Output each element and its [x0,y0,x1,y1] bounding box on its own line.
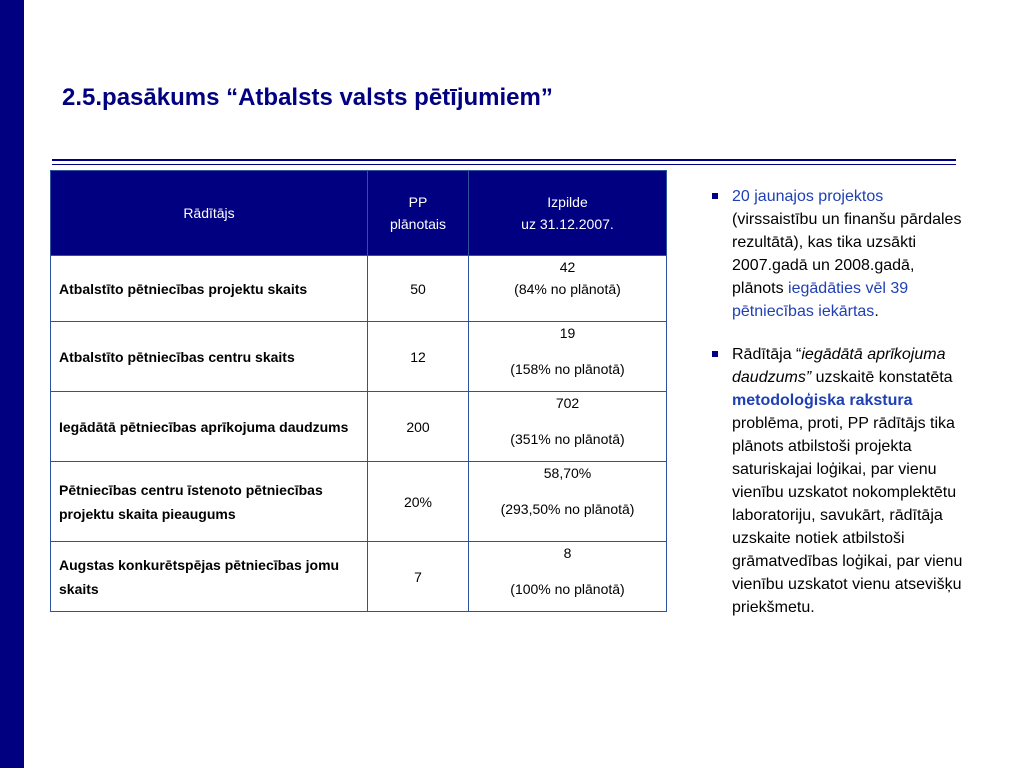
header-done-line1: Izpilde [547,194,588,210]
header-planned-line2: plānotais [389,216,447,232]
row-planned: 12 [368,322,469,392]
header-planned-line1: PP [408,194,428,210]
row-planned: 200 [368,392,469,462]
note-highlight: 20 jaunajos projektos [732,188,884,205]
header-done-line2: uz 31.12.2007. [521,216,614,232]
table-row [51,392,667,462]
row-done [469,462,667,542]
note-methodology [710,343,970,619]
row-label: Augstas konkurētspējas pētniecības jomu skaits [51,542,368,612]
row-done [469,256,667,322]
note-projects [710,185,970,323]
row-label: Atbalstīto pētniecības centru skaits [51,322,368,392]
title-divider [52,159,956,161]
square-bullet-icon [712,193,718,199]
row-label: Iegādātā pētniecības aprīkojuma daudzums [51,392,368,462]
row-done [469,322,667,392]
row-done-percent: (293,50% no plānotā) [500,501,635,517]
row-planned: 20% [368,462,469,542]
row-done-percent: (84% no plānotā) [514,281,621,297]
row-done-value: 42 [559,259,576,275]
title-divider-thin [52,164,956,165]
row-done-value: 19 [559,325,576,341]
table-row [51,542,667,612]
page-title: 2.5.pasākums “Atbalsts valsts pētījumiem” [62,84,553,111]
left-accent-bar [0,0,24,768]
note-text: . [874,303,879,320]
row-done-percent: (100% no plānotā) [510,581,625,597]
row-done [469,392,667,462]
row-label: Atbalstīto pētniecības projektu skaits [51,256,368,322]
row-done-percent: (351% no plānotā) [510,431,625,447]
note-text: Rādītāja “ [732,346,802,363]
notes-list [710,185,970,639]
row-done-value: 702 [555,395,580,411]
table-row [51,462,667,542]
row-done-value: 58,70% [543,465,592,481]
square-bullet-icon [712,351,718,357]
row-done-value: 8 [563,545,572,561]
header-done [469,171,667,256]
table-header-row [51,171,667,256]
note-text: problēma, proti, PP rādītājs tika plānots atbilstoši projekta saturiskajai loģikai, par vienu vienību uzskatot nokomplektētu laboratoriju, savukārt, rādītāja uzskaite notiek atbilstoši grāmatvedības loģikai, par vienu vienību uzskatot vienu atsevišķu priekšmetu. [732,415,963,616]
note-bold-highlight: metodoloģiska rakstura [732,392,913,409]
note-text: uzskaitē konstatēta [811,369,953,386]
row-label: Pētniecības centru īstenoto pētniecības projektu skaita pieaugums [51,462,368,542]
table-row [51,322,667,392]
note-text: (virssaistību un finanšu pārdales rezultātā), kas tika uzsākti 2007.gadā un 2008.gadā, plānots [732,211,962,297]
note-italic: iegādātā aprīkojuma daudzums” [732,346,946,386]
table-row [51,256,667,322]
row-done [469,542,667,612]
row-done-percent: (158% no plānotā) [510,361,625,377]
header-indicator: Rādītājs [51,171,368,256]
note-highlight: iegādāties vēl 39 pētniecības iekārtas [732,280,909,320]
header-planned [368,171,469,256]
row-planned: 7 [368,542,469,612]
row-planned: 50 [368,256,469,322]
indicator-table [50,170,667,612]
